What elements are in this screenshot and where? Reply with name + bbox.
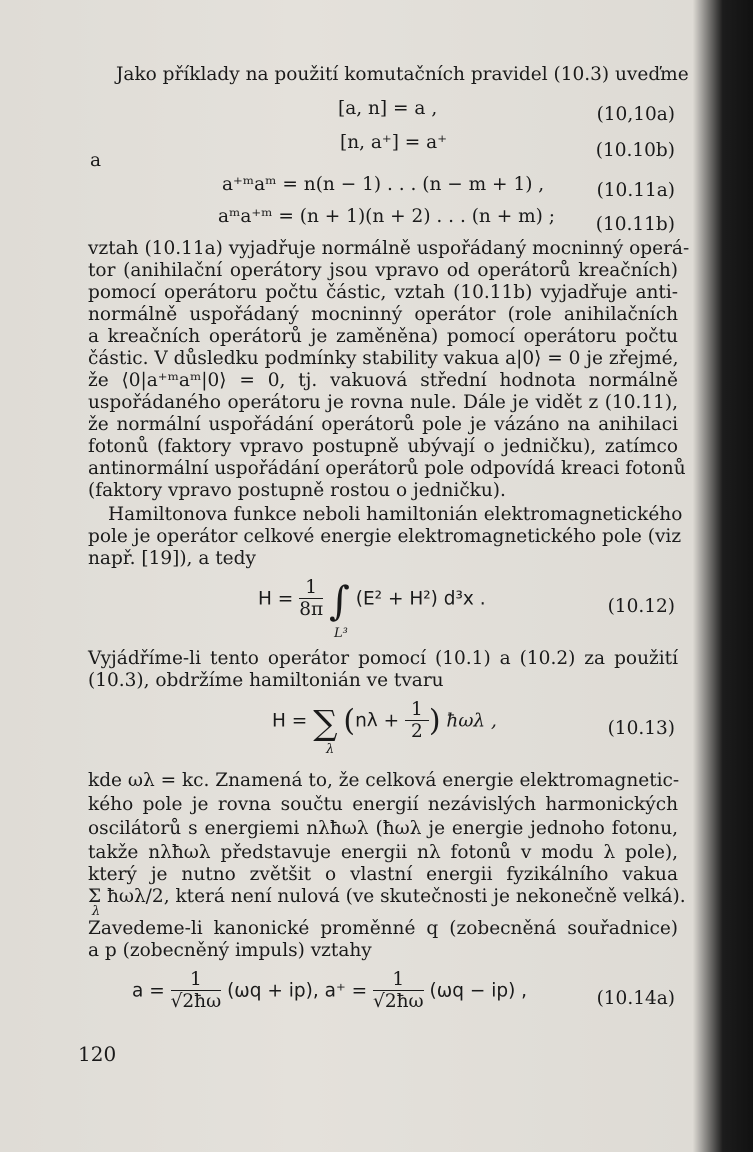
equation-10-12 [258, 578, 486, 625]
text-line: a p (zobecněný impuls) vztahy [88, 940, 372, 961]
text-line: takže nλħωλ představuje energii nλ fotonů v modu λ pole), [88, 842, 678, 863]
text-line: Hamiltonova funkce neboli hamiltonián elektromagnetického [108, 504, 683, 525]
text-line: pomocí operátoru počtu částic, vztah (10.11b) vyjadřuje anti- [88, 282, 678, 303]
conjunction-a: a [90, 150, 102, 171]
equation-label: (10.12) [607, 596, 675, 617]
text-line: vztah (10.11a) vyjadřuje normálně uspořádaný mocninný operá- [88, 238, 690, 259]
equation-10-10a: [a, n] = a , [338, 98, 438, 119]
equation-10-10b: [n, a⁺] = a⁺ [340, 132, 447, 153]
sum-sign: ∑ [313, 703, 338, 744]
equation-label: (10.11b) [595, 214, 675, 235]
integral-sign: ∫ [329, 578, 350, 625]
text-line: oscilátorů s energiemi nλħωλ (ħωλ je energie jednoho fotonu, [88, 818, 678, 839]
equation-lhs: a = [132, 980, 165, 1002]
denominator: 2 [411, 721, 423, 742]
text-line: Zavedeme-li kanonické proměnné q (zobecněná souřadnice) [88, 918, 678, 939]
term: nλ + [355, 710, 400, 732]
fraction [373, 970, 424, 1013]
paren-open: ( [343, 703, 356, 739]
text-line: uspořádaného operátoru je rovna nule. Dále je vidět z (10.11), [88, 392, 678, 413]
numerator: 1 [171, 970, 222, 991]
text-line: tor (anihilační operátory jsou vpravo od operátorů kreačních) [88, 260, 678, 281]
equation-label: (10,10a) [596, 104, 675, 125]
text-line: Σ ħωλ/2, která není nulová (ve skutečnosti je nekonečně velká). [88, 886, 686, 907]
text-line: částic. V důsledku podmínky stability vakua a|0⟩ = 0 je zřejmé, [88, 348, 679, 369]
term: ħωλ , [446, 710, 497, 732]
equation-10-14a [132, 970, 527, 1013]
sum-index: λ [326, 742, 335, 757]
text-line: a kreačních operátorů je zaměněna) pomocí operátoru počtu [88, 326, 678, 347]
equation-10-11b: aᵐa⁺ᵐ = (n + 1)(n + 2) . . . (n + m) ; [218, 206, 555, 227]
sum-index: λ [92, 904, 101, 919]
equation-lhs: H = [258, 588, 294, 610]
page-number: 120 [78, 1042, 117, 1066]
text-line: např. [19]), a tedy [88, 548, 256, 569]
equation-label: (10.11a) [596, 180, 675, 201]
term: (ωq − ip) , [429, 980, 528, 1002]
equation-lhs: H = [272, 710, 308, 732]
text-line: kého pole je rovna součtu energií nezávislých harmonických [88, 794, 678, 815]
text-line: pole je operátor celkové energie elektromagnetického pole (viz [88, 526, 682, 547]
numerator: 1 [405, 700, 429, 721]
equation-label: (10.10b) [595, 140, 675, 161]
fraction [405, 700, 429, 743]
denominator: 8π [299, 599, 324, 620]
fraction [171, 970, 222, 1013]
text-line: Vyjádříme-li tento operátor pomocí (10.1) a (10.2) za použití [88, 648, 678, 669]
text-line: že normální uspořádání operátorů pole je vázáno na anihilaci [88, 414, 678, 435]
paren-close: ) [428, 703, 441, 739]
fraction [299, 578, 323, 621]
equation-label: (10.13) [607, 718, 675, 739]
text-line: že ⟨0|a⁺ᵐaᵐ|0⟩ = 0, tj. vakuová střední hodnota normálně [88, 370, 678, 391]
denominator: √2ħω [170, 991, 222, 1012]
integral-domain: L³ [334, 626, 348, 641]
text-line: Jako příklady na použití komutačních pravidel (10.3) uveďme [116, 64, 689, 85]
equation-10-11a: a⁺ᵐaᵐ = n(n − 1) . . . (n − m + 1) , [222, 174, 545, 195]
text-line: normálně uspořádaný mocninný operátor (role anihilačních [88, 304, 678, 325]
text-line: kde ωλ = kc. Znamená to, že celková energie elektromagnetic- [88, 770, 680, 791]
text-line: (faktory vpravo postupně rostou o jedničku). [88, 480, 506, 501]
text-line: antinormální uspořádání operátorů pole odpovídá kreaci fotonů [88, 458, 686, 479]
text-line: (10.3), obdržíme hamiltonián ve tvaru [88, 670, 444, 691]
denominator: √2ħω [373, 991, 424, 1012]
text-line: který je nutno zvětšit o vlastní energii fyzikálního vakua [88, 864, 678, 885]
equation-lhs: a⁺ = [324, 980, 368, 1002]
equation-label: (10.14a) [596, 988, 675, 1009]
numerator: 1 [299, 578, 323, 599]
integrand: (E² + H²) d³x . [355, 588, 486, 610]
numerator: 1 [373, 970, 424, 991]
term: (ωq + ip), [227, 980, 319, 1002]
text-line: fotonů (faktory vpravo postupně ubývají o jedničku), zatímco [88, 436, 678, 457]
equation-10-13 [272, 700, 497, 744]
